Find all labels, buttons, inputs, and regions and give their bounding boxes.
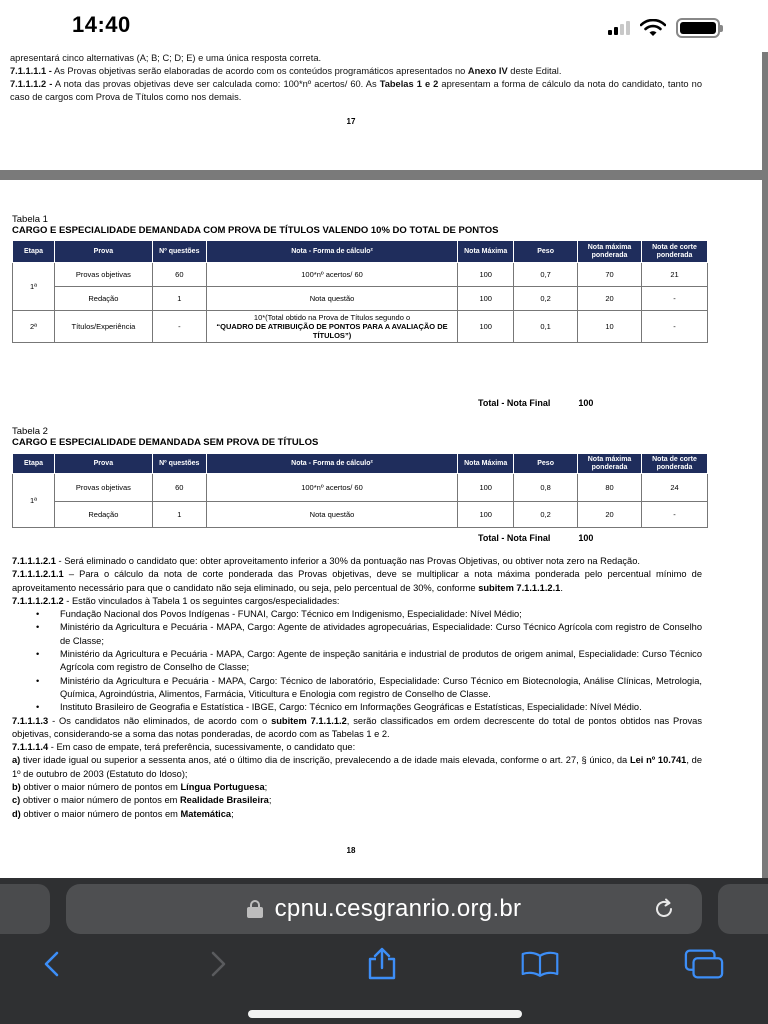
page-17-text — [10, 52, 702, 104]
table-cell: 100*nº acertos/ 60 — [206, 263, 457, 287]
table-cell: Nota questão — [206, 287, 457, 311]
table-header: Peso — [514, 241, 578, 263]
table-cell: 0,2 — [514, 502, 578, 528]
battery-icon — [676, 18, 720, 38]
table-cell: 10 — [578, 311, 642, 343]
status-bar — [0, 0, 768, 52]
paragraph: c) obtiver o maior número de pontos em Realidade Brasileira; — [12, 795, 272, 806]
back-icon — [41, 950, 63, 978]
table-row — [13, 502, 708, 528]
list-item: • Ministério da Agricultura e Pecuária - MAPA, Cargo: Técnico de laboratório, Especialidade: Curso Técnico em Biotecnologia, Análise Clínicas, Metrologia, Química, Agroindústria, Alimentos, Farmácia, Viticultura e Enologia com registro de Conselho de Classe. — [12, 675, 702, 702]
paragraph: 7.1.1.1.2.1 - Será eliminado o candidato que: obter aproveitamento inferior a 30% da pontuação nas Provas Objetivas, ou obtiver nota zero na Redação. — [12, 556, 640, 566]
paragraph-7-1-1-1-1: 7.1.1.1.1 - As Provas objetivas serão elaboradas de acordo com os conteúdos programáticos apresentados no Anexo IV deste Edital. — [10, 66, 562, 76]
table-header: Nota Máxima — [458, 241, 514, 263]
table-cell: 60 — [152, 474, 206, 502]
table-header: Nota de corte ponderada — [642, 454, 708, 474]
table-row — [13, 287, 708, 311]
paragraph: apresentará cinco alternativas (A; B; C; D; E) e uma única resposta correta. — [10, 53, 322, 63]
table-cell: 2ª — [13, 311, 55, 343]
pdf-page-18 — [0, 180, 762, 878]
navigation-toolbar — [0, 942, 768, 986]
table-header: Prova — [54, 454, 152, 474]
bookmarks-button[interactable] — [520, 946, 560, 982]
status-time: 14:40 — [72, 12, 131, 37]
table-row — [13, 311, 708, 343]
table-header: Etapa — [13, 241, 55, 263]
table-cell: 0,7 — [514, 263, 578, 287]
home-indicator[interactable] — [248, 1010, 522, 1018]
table-cell: 60 — [152, 263, 206, 287]
forward-button[interactable] — [198, 946, 238, 982]
table-cell: - — [642, 287, 708, 311]
table-header: Nota de corte ponderada — [642, 241, 708, 263]
paragraph: 7.1.1.1.3 - Os candidatos não eliminados, de acordo com o subitem 7.1.1.1.2, serão classificados em ordem decrescente do total de pontos obtidos nas Provas objetivas, considerando-se a soma das notas ponderadas, de acordo com as Tabelas 1 e 2. — [12, 715, 702, 739]
table-cell: 70 — [578, 263, 642, 287]
wifi-icon — [640, 19, 666, 37]
back-button[interactable] — [32, 946, 72, 982]
share-button[interactable] — [362, 946, 402, 982]
table-header: Peso — [514, 454, 578, 474]
page-number: 17 — [346, 117, 356, 126]
table-1-total: Total - Nota Final 100 — [478, 398, 594, 408]
bookmarks-icon — [520, 949, 560, 979]
table-cell: 1 — [152, 287, 206, 311]
next-tab-peek[interactable] — [718, 884, 768, 934]
table-header: Nota Máxima — [458, 454, 514, 474]
table-cell: 100*nº acertos/ 60 — [206, 474, 457, 502]
table-header: Nota - Forma de cálculo² — [206, 241, 457, 263]
table-2 — [12, 453, 708, 528]
table-cell: 100 — [458, 263, 514, 287]
table-header: Prova — [54, 241, 152, 263]
status-icons — [608, 18, 720, 38]
lock-icon — [247, 900, 263, 918]
table-header: Etapa — [13, 454, 55, 474]
list-item: • Ministério da Agricultura e Pecuária - MAPA, Cargo: Agente de atividades agropecuárias, Especialidade: Curso Técnico Agrícola com registro de Conselho de Classe; — [12, 621, 702, 648]
paragraph: d) obtiver o maior número de pontos em Matemática; — [12, 808, 234, 819]
table-row — [13, 263, 708, 287]
paragraph: b) obtiver o maior número de pontos em Língua Portuguesa; — [12, 782, 268, 793]
table-1-caption: Tabela 1 CARGO E ESPECIALIDADE DEMANDADA COM PROVA DE TÍTULOS VALENDO 10% DO TOTAL DE PONTOS — [12, 214, 499, 236]
paragraph: a) tiver idade igual ou superior a sessenta anos, até o último dia de inscrição, prevalecendo a de idade mais elevada, conforme o art. 27, § único, da Lei nº 10.741, de 1º de outubro de 2003 (Estatuto do Idoso); — [12, 755, 703, 779]
tabs-button[interactable] — [684, 946, 724, 982]
list-item: • Fundação Nacional dos Povos Indígenas - FUNAI, Cargo: Técnico em Indigenismo, Especialidade: Nível Médio; — [12, 608, 702, 621]
table-header: Nota máxima ponderada — [578, 454, 642, 474]
url-text: cpnu.cesgranrio.org.br — [274, 895, 522, 922]
paragraph: 7.1.1.1.2.1.2 - Estão vinculados à Tabela 1 os seguintes cargos/especialidades: — [12, 595, 340, 606]
forward-icon — [207, 950, 229, 978]
table-cell: Nota questão — [206, 502, 457, 528]
table-cell: 1ª — [13, 474, 55, 528]
table-cell: 20 — [578, 502, 642, 528]
paragraph: 7.1.1.1.4 - Em caso de empate, terá preferência, sucessivamente, o candidato que: — [12, 742, 356, 753]
table-cell: Provas objetivas — [54, 263, 152, 287]
table-cell: 1ª — [13, 263, 55, 311]
document-viewport[interactable] — [0, 52, 768, 878]
page-number: 18 — [346, 846, 356, 855]
table-2-caption: Tabela 2 CARGO E ESPECIALIDADE DEMANDADA SEM PROVA DE TÍTULOS — [12, 426, 319, 448]
address-bar[interactable] — [66, 884, 702, 934]
browser-toolbar — [0, 878, 768, 1024]
tabs-icon — [684, 948, 724, 980]
cellular-signal-icon — [608, 21, 630, 35]
table-cell: 0,8 — [514, 474, 578, 502]
table-cell: - — [152, 311, 206, 343]
table-cell: Redação — [54, 287, 152, 311]
reload-icon[interactable] — [652, 897, 676, 921]
table-cell: 100 — [458, 474, 514, 502]
previous-tab-peek[interactable] — [0, 884, 50, 934]
table-cell: Títulos/Experiência — [54, 311, 152, 343]
table-cell: 100 — [458, 287, 514, 311]
table-1 — [12, 240, 708, 343]
table-row — [13, 474, 708, 502]
table-cell: 0,1 — [514, 311, 578, 343]
pdf-page-17 — [0, 52, 762, 170]
table-cell: Provas objetivas — [54, 474, 152, 502]
table-cell: 20 — [578, 287, 642, 311]
table-header: Nº questões — [152, 241, 206, 263]
cargo-list — [12, 608, 702, 714]
table-header: Nº questões — [152, 454, 206, 474]
share-icon — [364, 947, 400, 981]
paragraph-7-1-1-1-2: 7.1.1.1.2 - A nota das provas objetivas deve ser calculada como: 100*nº acertos/ 60. As Tabelas 1 e 2 apresentam a forma de cálculo da nota do candidato, tanto no caso de cargos com Prova de Títulos como nos demais. — [10, 79, 702, 102]
table-cell: 1 — [152, 502, 206, 528]
list-item: • Ministério da Agricultura e Pecuária - MAPA, Cargo: Agente de inspeção sanitária e industrial de produtos de origem animal, Especialidade: Curso Técnico Agrícola com registro de Conselho de Classe; — [12, 648, 702, 675]
table-cell: Redação — [54, 502, 152, 528]
page-18-text — [12, 555, 702, 821]
table-cell: 100 — [458, 311, 514, 343]
list-item: • Instituto Brasileiro de Geografia e Estatística - IBGE, Cargo: Técnico em Informações Geográficas e Estatísticas, Especialidade: Nível Médio. — [12, 701, 702, 714]
paragraph: 7.1.1.1.2.1.1 – Para o cálculo da nota de corte ponderada das Provas objetivas, deve se multiplicar a nota máxima ponderada pelo percentual mínimo de aproveitamento necessário para que o candidato não seja eliminado, ou seja, pelo percentual de 30%, conforme subitem 7.1.1.1.2.1. — [12, 569, 702, 593]
table-cell: - — [642, 502, 708, 528]
table-header: Nota máxima ponderada — [578, 241, 642, 263]
table-cell: 80 — [578, 474, 642, 502]
table-cell: - — [642, 311, 708, 343]
table-2-total: Total - Nota Final 100 — [478, 533, 594, 543]
table-cell: 24 — [642, 474, 708, 502]
table-cell: 0,2 — [514, 287, 578, 311]
table-cell: 21 — [642, 263, 708, 287]
table-header: Nota - Forma de cálculo² — [206, 454, 457, 474]
table-cell: 10*(Total obtido na Prova de Títulos segundo o “QUADRO DE ATRIBUIÇÃO DE PONTOS PARA A AVALIAÇÃO DE TÍTULOS”) — [206, 311, 457, 343]
table-cell: 100 — [458, 502, 514, 528]
